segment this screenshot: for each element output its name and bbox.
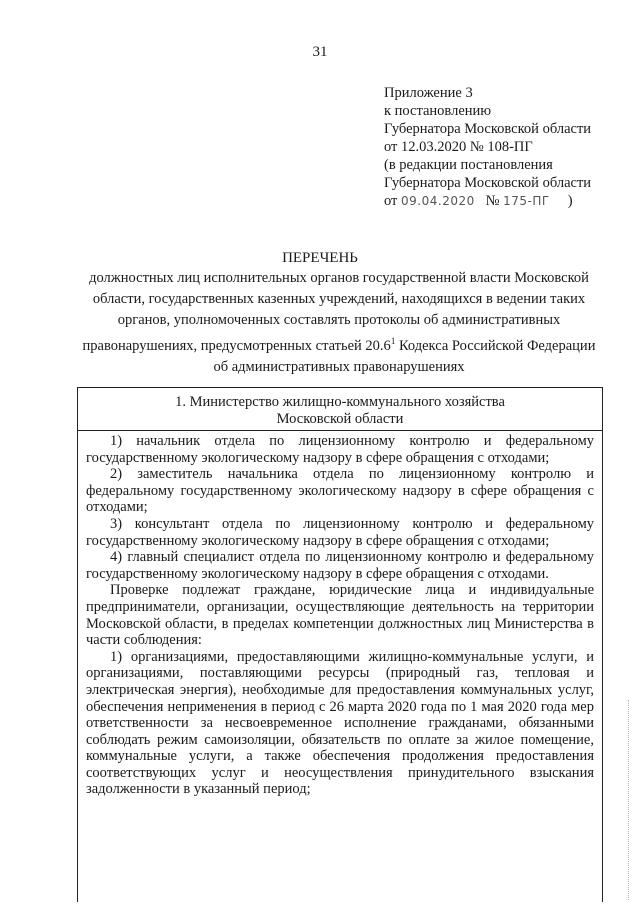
section-body [78,431,602,798]
subtitle-superscript: 1 [390,336,396,346]
appendix-line-date [384,192,624,210]
paragraph: 4) главный специалист отдела по лицензионному контролю и федеральному государственному экологическому надзору в сфере обращения с отходами. [86,549,594,582]
section-header-line: 1. Министерство жилищно-коммунального хозяйства [175,394,505,410]
paragraph: Проверке подлежат граждане, юридические лица и индивидуальные предприниматели, организации, осуществляющие деятельность на территории Московской области, в пределах компетенции должностных лиц Министерства в части соблюдения: [86,582,594,649]
paragraph: 1) начальник отдела по лицензионному контролю и федеральному государственному экологическому надзору в сфере обращения с отходами; [86,433,594,466]
appendix-line: к постановлению [384,103,492,119]
appendix-number-sign: № [485,193,500,209]
appendix-number: 175-ПГ [503,194,550,208]
subtitle-text: должностных лиц исполнительных органов государственной власти Московской области, государственных казенных учреждений, находящихся в ведении таких органов, уполномоченных составлять протоколы об административных правонарушениях, предусмотренных статьей 20.6 [82,270,589,354]
appendix-line: Губернатора Московской области [384,175,592,191]
appendix-line: Приложение 3 [384,85,473,101]
page-number: 31 [312,44,328,60]
scan-edge-mark [628,700,630,900]
document-title: ПЕРЕЧЕНЬ [282,250,358,266]
paragraph: 3) консультант отдела по лицензионному контролю и федеральному государственному экологическому надзору в сфере обращения с отходами; [86,515,594,549]
section-header-line: Московской области [276,411,404,427]
appendix-line: от 12.03.2020 № 108-ПГ [384,139,533,155]
appendix-date: 09.04.2020 [401,194,475,208]
paragraph: 2) заместитель начальника отдела по лицензионному контролю и федеральному государственному экологическому надзору в сфере обращения с отходами; [86,466,594,516]
section-header [78,388,602,431]
appendix-line: (в редакции постановления [384,157,553,173]
document-subtitle [74,268,604,378]
appendix-close-paren: ) [567,193,573,209]
appendix-line: Губернатора Московской области [384,121,592,137]
subtitle-text-end: Кодекса Российской Федерации об административных правонарушениях [213,337,596,375]
appendix-date-prefix: от [384,193,398,209]
appendix-block [384,84,624,210]
section-table [77,387,603,902]
paragraph: 1) организациями, предоставляющими жилищно-коммунальные услуги, и организациями, поставляющими ресурсы (природный газ, тепловая и электрическая энергия), необходимые для предоставления коммунальных услуг, обеспечения неприменения в период с 26 марта 2020 года по 1 мая 2020 года мер ответственности за несвоевременное исполнение гражданами, обязанными соблюдать режим самоизоляции, обязательств по оплате за жилое помещение, коммунальные услуги, а также обеспечения продолжения предоставления соответствующих услуг и неосуществления принудительного взыскания задолженности в указанный период; [86,648,594,798]
